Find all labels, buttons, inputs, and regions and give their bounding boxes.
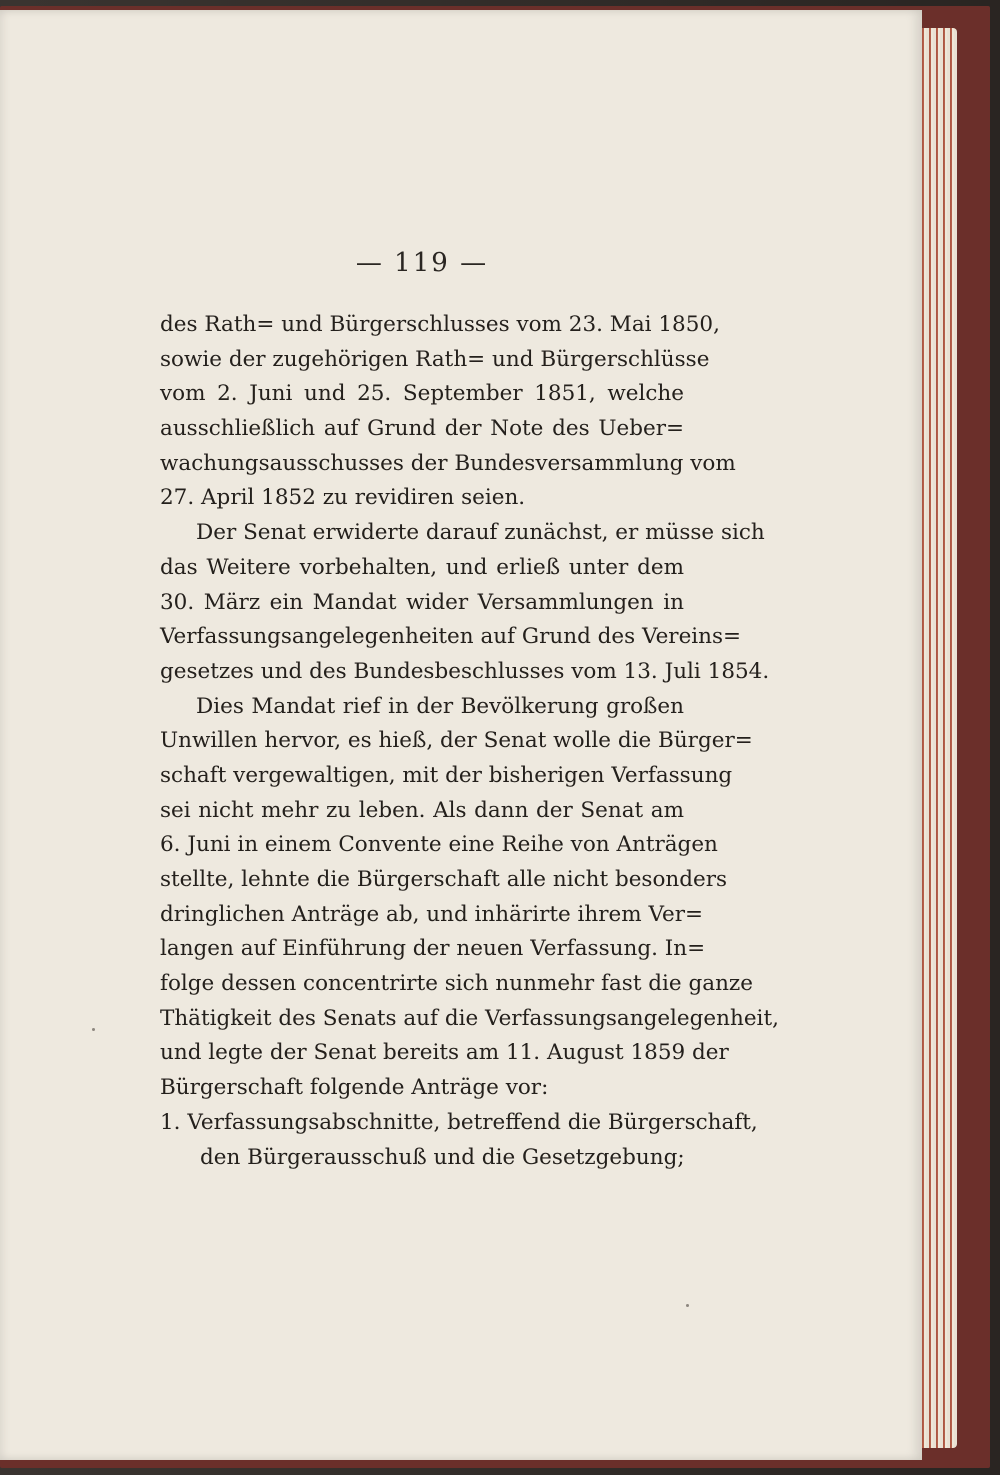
text-line: sei nicht mehr zu leben. Als dann der Senat am (160, 797, 684, 823)
text-line: langen auf Einführung der neuen Verfassung. In= (160, 936, 706, 962)
text-line: 6. Juni in einem Convente eine Reihe von Anträgen (160, 832, 718, 858)
text-line: schaft vergewaltigen, mit der bisherigen Verfassung (160, 762, 733, 788)
text-line: dringlichen Anträge ab, und inhärirte ihrem Ver= (160, 901, 704, 927)
text-line: und legte der Senat bereits am 11. August 1859 der (160, 1040, 729, 1066)
text-line: Thätigkeit des Senats auf die Verfassungsangelegenheit, (160, 1005, 779, 1031)
paper-speck (92, 1028, 95, 1031)
text-line: wachungsausschusses der Bundesversammlung vom (160, 450, 736, 476)
text-line: das Weitere vorbehalten, und erließ unter dem (160, 554, 684, 580)
list-item-line: 1. Verfassungsabschnitte, betreffend die Bürgerschaft, (160, 1109, 758, 1135)
text-line: folge dessen concentrirte sich nunmehr fast die ganze (160, 971, 753, 997)
text-line: Bürgerschaft folgende Anträge vor: (160, 1075, 549, 1101)
text-line: Dies Mandat rief in der Bevölkerung großen (196, 693, 684, 719)
text-line: stellte, lehnte die Bürgerschaft alle nicht besonders (160, 867, 728, 892)
text-line: 30. März ein Mandat wider Versammlungen in (160, 589, 684, 615)
text-line: gesetzes und des Bundesbeschlusses vom 13. Juli 1854. (160, 658, 770, 684)
text-line: vom 2. Juni und 25. September 1851, welche (160, 381, 684, 407)
text-line: des Rath= und Bürgerschlusses vom 23. Mai 1850, (160, 312, 720, 337)
text-line: sowie der zugehörigen Rath= und Bürgerschlüsse (160, 346, 710, 372)
text-line: Verfassungsangelegenheiten auf Grund des Vereins= (160, 624, 742, 650)
text-line: Der Senat erwiderte darauf zunächst, er müsse sich (196, 520, 765, 546)
list-item-continuation: den Bürgerausschuß und die Gesetzgebung; (200, 1144, 685, 1170)
page-number: — 119 — (355, 248, 489, 278)
text-line: ausschließlich auf Grund der Note des Ueber= (160, 416, 684, 442)
body-text (160, 308, 779, 1175)
paper-speck (686, 1304, 689, 1307)
text-line: 27. April 1852 zu revidiren seien. (160, 485, 526, 511)
text-line: Unwillen hervor, es hieß, der Senat wolle die Bürger= (160, 728, 753, 754)
